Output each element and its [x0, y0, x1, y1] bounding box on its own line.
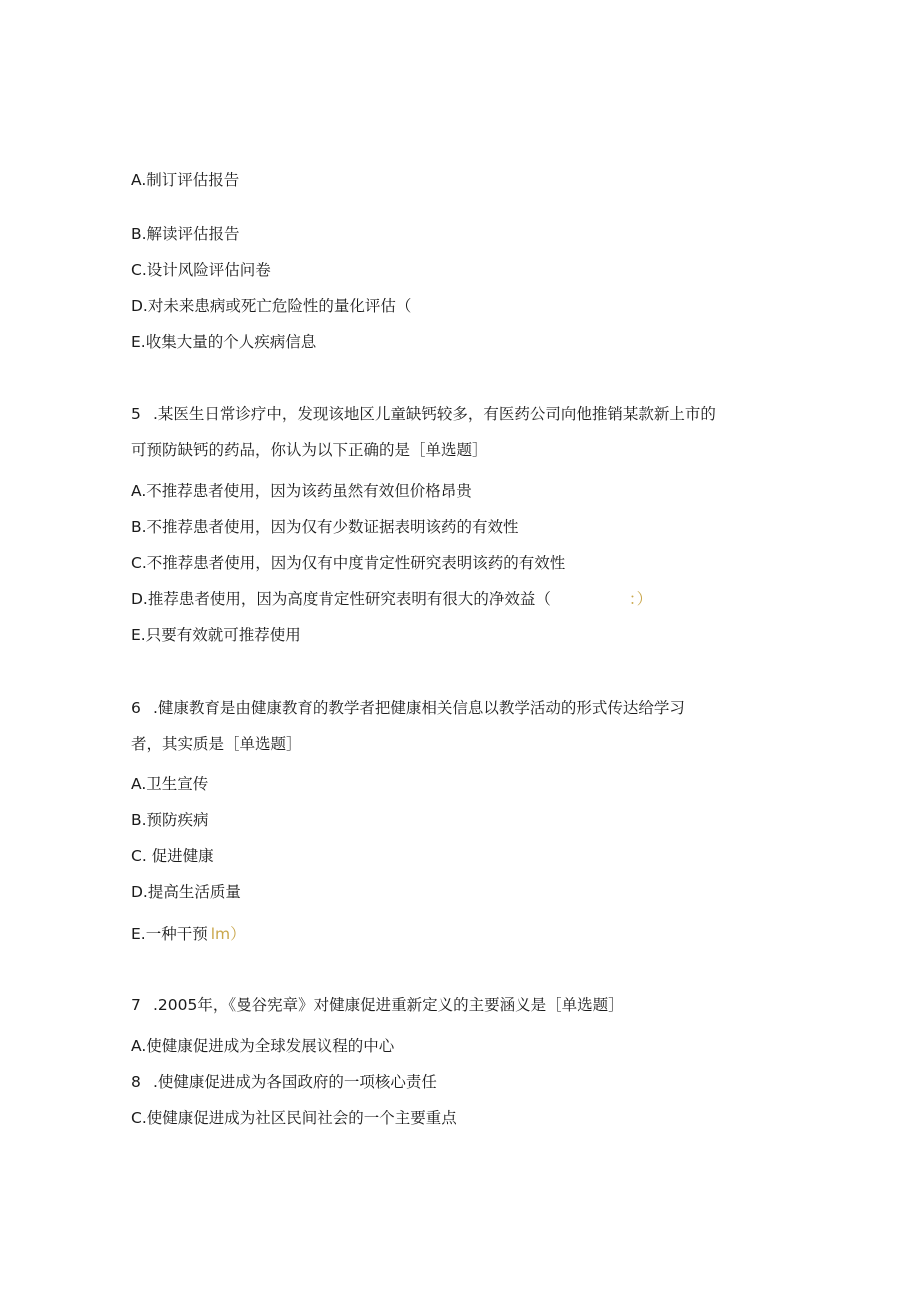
q5-option-d-tail: ：）: [628, 590, 653, 608]
q6-stem-line2: 者，其实质是［单选题］: [131, 735, 302, 753]
q7-option-a: A.使健康促进成为全球发展议程的中心: [131, 1037, 395, 1055]
q7-option-c: C.使健康促进成为社区民间社会的一个主要重点: [131, 1109, 457, 1127]
q6-option-c: C. 促进健康: [131, 847, 214, 865]
q6-stem-text: .健康教育是由健康教育的教学者把健康相关信息以教学活动的形式传达给学习: [153, 699, 685, 717]
q6-number: 6: [131, 699, 141, 717]
q6-option-e-text: E.一种干预: [131, 925, 208, 943]
q6-option-d: D.提高生活质量: [131, 883, 241, 901]
q4-option-d: D.对未来患病或死亡危险性的量化评估（: [131, 297, 412, 315]
q7-stem-text: .2005年，《曼谷宪章》对健康促进重新定义的主要涵义是［单选题］: [153, 996, 624, 1014]
q6-option-e: [131, 924, 246, 944]
q6-option-a: A.卫生宣传: [131, 775, 209, 793]
q5-option-a: A.不推荐患者使用，因为该药虽然有效但价格昂贵: [131, 482, 472, 500]
q8-line: [131, 1072, 437, 1092]
q6-option-b: B.预防疾病: [131, 811, 209, 829]
q7-number: 7: [131, 996, 141, 1014]
q5-option-b: B.不推荐患者使用，因为仅有少数证据表明该药的有效性: [131, 518, 519, 536]
q8-number: 8: [131, 1073, 141, 1091]
q6-stem-line1: [131, 698, 685, 718]
q5-stem-line2: 可预防缺钙的药品，你认为以下正确的是［单选题］: [131, 441, 488, 459]
q8-text: .使健康促进成为各国政府的一项核心责任: [153, 1073, 437, 1091]
q5-option-d: [131, 589, 652, 609]
q6-option-e-tail: lm）: [210, 925, 246, 943]
q4-option-a: A.制订评估报告: [131, 171, 240, 189]
q5-stem-text: .某医生日常诊疗中，发现该地区儿童缺钙较多，有医药公司向他推销某款新上市的: [153, 405, 716, 423]
q5-option-c: C.不推荐患者使用，因为仅有中度肯定性研究表明该药的有效性: [131, 554, 566, 572]
q5-number: 5: [131, 405, 141, 423]
q4-option-e: E.收集大量的个人疾病信息: [131, 333, 317, 351]
q5-option-d-text: D.推荐患者使用，因为高度肯定性研究表明有很大的净效益（: [131, 590, 551, 608]
q5-stem-line1: [131, 404, 716, 424]
q4-option-b: B.解读评估报告: [131, 225, 240, 243]
q4-option-c: C.设计风险评估问卷: [131, 261, 271, 279]
q5-option-e: E.只要有效就可推荐使用: [131, 626, 301, 644]
q7-stem-line1: [131, 995, 624, 1015]
